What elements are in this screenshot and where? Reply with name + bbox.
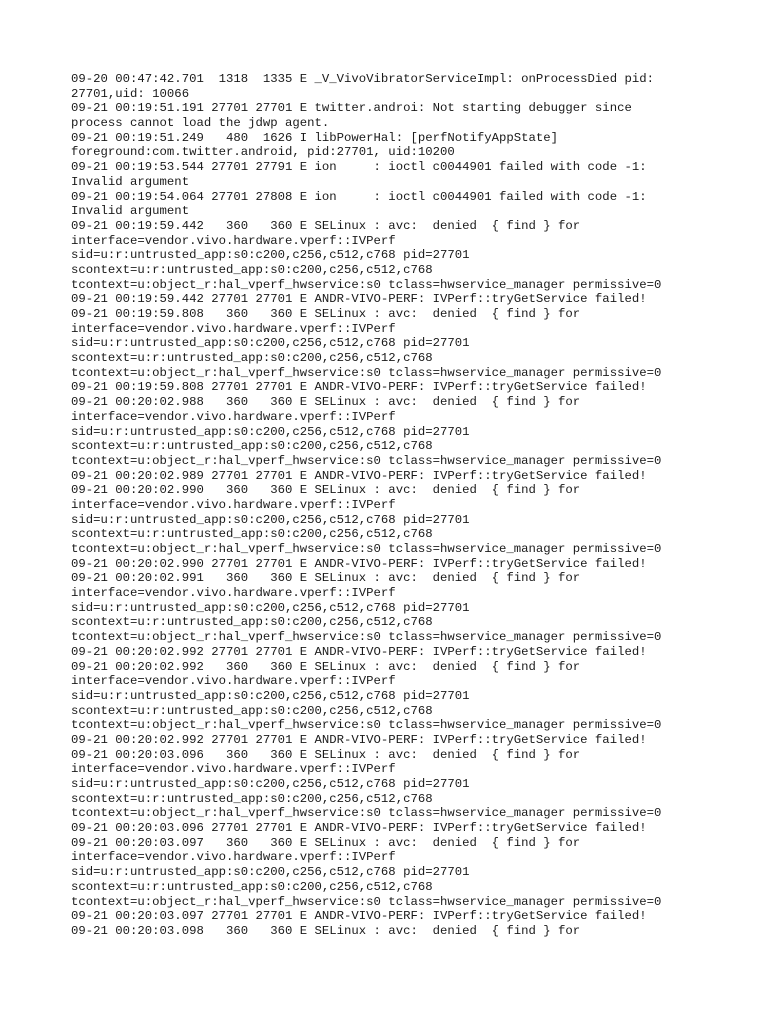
log-line: tcontext=u:object_r:hal_vperf_hwservice:s0 tclass=hwservice_manager permissive=0 (71, 630, 662, 645)
log-line: 09-21 00:20:02.990 360 360 E SELinux : avc: denied { find } for (71, 483, 581, 498)
log-line: tcontext=u:object_r:hal_vperf_hwservice:s0 tclass=hwservice_manager permissive=0 (71, 277, 662, 292)
log-line: 09-21 00:19:51.191 27701 27701 E twitter.androi: Not starting debugger since (71, 101, 632, 116)
log-line: scontext=u:r:untrusted_app:s0:c200,c256,c512,c768 (71, 615, 433, 630)
log-line: interface=vendor.vivo.hardware.vperf::IVPerf (71, 233, 396, 248)
log-line: tcontext=u:object_r:hal_vperf_hwservice:s0 tclass=hwservice_manager permissive=0 (71, 453, 662, 468)
log-line: 27701,uid: 10066 (71, 86, 190, 101)
log-line: 09-21 00:19:59.442 27701 27701 E ANDR-VIVO-PERF: IVPerf::tryGetService failed! (71, 292, 647, 307)
log-line: 09-21 00:20:02.991 360 360 E SELinux : avc: denied { find } for (71, 571, 581, 586)
log-line: scontext=u:r:untrusted_app:s0:c200,c256,c512,c768 (71, 262, 433, 277)
log-line: tcontext=u:object_r:hal_vperf_hwservice:s0 tclass=hwservice_manager permissive=0 (71, 365, 662, 380)
log-line: 09-21 00:19:59.808 27701 27701 E ANDR-VIVO-PERF: IVPerf::tryGetService failed! (71, 380, 647, 395)
log-line: sid=u:r:untrusted_app:s0:c200,c256,c512,c768 pid=27701 (71, 336, 470, 351)
log-line: scontext=u:r:untrusted_app:s0:c200,c256,c512,c768 (71, 439, 433, 454)
log-line: interface=vendor.vivo.hardware.vperf::IVPerf (71, 497, 396, 512)
log-line: 09-21 00:20:02.988 360 360 E SELinux : avc: denied { find } for (71, 395, 581, 410)
log-line: 09-21 00:20:03.097 360 360 E SELinux : avc: denied { find } for (71, 835, 581, 850)
log-line: 09-21 00:19:53.544 27701 27791 E ion : ioctl c0044901 failed with code -1: (71, 160, 647, 175)
log-line: 09-21 00:20:03.098 360 360 E SELinux : avc: denied { find } for (71, 923, 581, 938)
log-line: 09-21 00:20:02.989 27701 27701 E ANDR-VIVO-PERF: IVPerf::tryGetService failed! (71, 468, 647, 483)
log-line: interface=vendor.vivo.hardware.vperf::IVPerf (71, 674, 396, 689)
log-line: scontext=u:r:untrusted_app:s0:c200,c256,c512,c768 (71, 527, 433, 542)
log-line: interface=vendor.vivo.hardware.vperf::IVPerf (71, 850, 396, 865)
log-line: interface=vendor.vivo.hardware.vperf::IVPerf (71, 586, 396, 601)
log-line: interface=vendor.vivo.hardware.vperf::IVPerf (71, 321, 396, 336)
log-line: interface=vendor.vivo.hardware.vperf::IVPerf (71, 762, 396, 777)
log-line: foreground:com.twitter.android, pid:27701, uid:10200 (71, 145, 455, 160)
log-line: 09-21 00:19:54.064 27701 27808 E ion : ioctl c0044901 failed with code -1: (71, 189, 647, 204)
log-line: scontext=u:r:untrusted_app:s0:c200,c256,c512,c768 (71, 879, 433, 894)
log-line: sid=u:r:untrusted_app:s0:c200,c256,c512,c768 pid=27701 (71, 512, 470, 527)
log-line: Invalid argument (71, 174, 190, 189)
log-line: 09-21 00:20:02.992 27701 27701 E ANDR-VIVO-PERF: IVPerf::tryGetService failed! (71, 644, 647, 659)
log-line: process cannot load the jdwp agent. (71, 116, 330, 131)
log-line: tcontext=u:object_r:hal_vperf_hwservice:s0 tclass=hwservice_manager permissive=0 (71, 718, 662, 733)
log-line: 09-21 00:19:51.249 480 1626 I libPowerHal: [perfNotifyAppState] (71, 130, 559, 145)
log-line: 09-21 00:20:02.992 27701 27701 E ANDR-VIVO-PERF: IVPerf::tryGetService failed! (71, 732, 647, 747)
log-line: scontext=u:r:untrusted_app:s0:c200,c256,c512,c768 (71, 351, 433, 366)
log-line: interface=vendor.vivo.hardware.vperf::IVPerf (71, 409, 396, 424)
log-line: tcontext=u:object_r:hal_vperf_hwservice:s0 tclass=hwservice_manager permissive=0 (71, 806, 662, 821)
log-line: sid=u:r:untrusted_app:s0:c200,c256,c512,c768 pid=27701 (71, 248, 470, 263)
log-line: 09-21 00:20:02.992 360 360 E SELinux : avc: denied { find } for (71, 659, 581, 674)
log-line: 09-21 00:19:59.808 360 360 E SELinux : avc: denied { find } for (71, 307, 581, 321)
log-line: 09-21 00:20:03.097 27701 27701 E ANDR-VIVO-PERF: IVPerf::tryGetService failed! (71, 909, 647, 924)
log-line: tcontext=u:object_r:hal_vperf_hwservice:s0 tclass=hwservice_manager permissive=0 (71, 894, 662, 909)
log-line: 09-21 00:19:59.442 360 360 E SELinux : avc: denied { find } for (71, 218, 581, 233)
log-line: sid=u:r:untrusted_app:s0:c200,c256,c512,c768 pid=27701 (71, 688, 470, 703)
log-line: scontext=u:r:untrusted_app:s0:c200,c256,c512,c768 (71, 703, 433, 718)
log-line: sid=u:r:untrusted_app:s0:c200,c256,c512,c768 pid=27701 (71, 600, 470, 615)
log-line: 09-20 00:47:42.701 1318 1335 E _V_VivoVibratorServiceImpl: onProcessDied pid: (71, 72, 654, 86)
log-line: 09-21 00:20:03.096 360 360 E SELinux : avc: denied { find } for (71, 747, 581, 762)
log-line: 09-21 00:20:03.096 27701 27701 E ANDR-VIVO-PERF: IVPerf::tryGetService failed! (71, 821, 647, 836)
log-line: sid=u:r:untrusted_app:s0:c200,c256,c512,c768 pid=27701 (71, 777, 470, 791)
log-text-block (71, 72, 761, 939)
log-line: Invalid argument (71, 204, 190, 219)
log-line: sid=u:r:untrusted_app:s0:c200,c256,c512,c768 pid=27701 (71, 865, 470, 880)
log-line: tcontext=u:object_r:hal_vperf_hwservice:s0 tclass=hwservice_manager permissive=0 (71, 542, 662, 556)
log-line: scontext=u:r:untrusted_app:s0:c200,c256,c512,c768 (71, 791, 433, 806)
log-line: sid=u:r:untrusted_app:s0:c200,c256,c512,c768 pid=27701 (71, 424, 470, 439)
log-line: 09-21 00:20:02.990 27701 27701 E ANDR-VIVO-PERF: IVPerf::tryGetService failed! (71, 556, 647, 571)
